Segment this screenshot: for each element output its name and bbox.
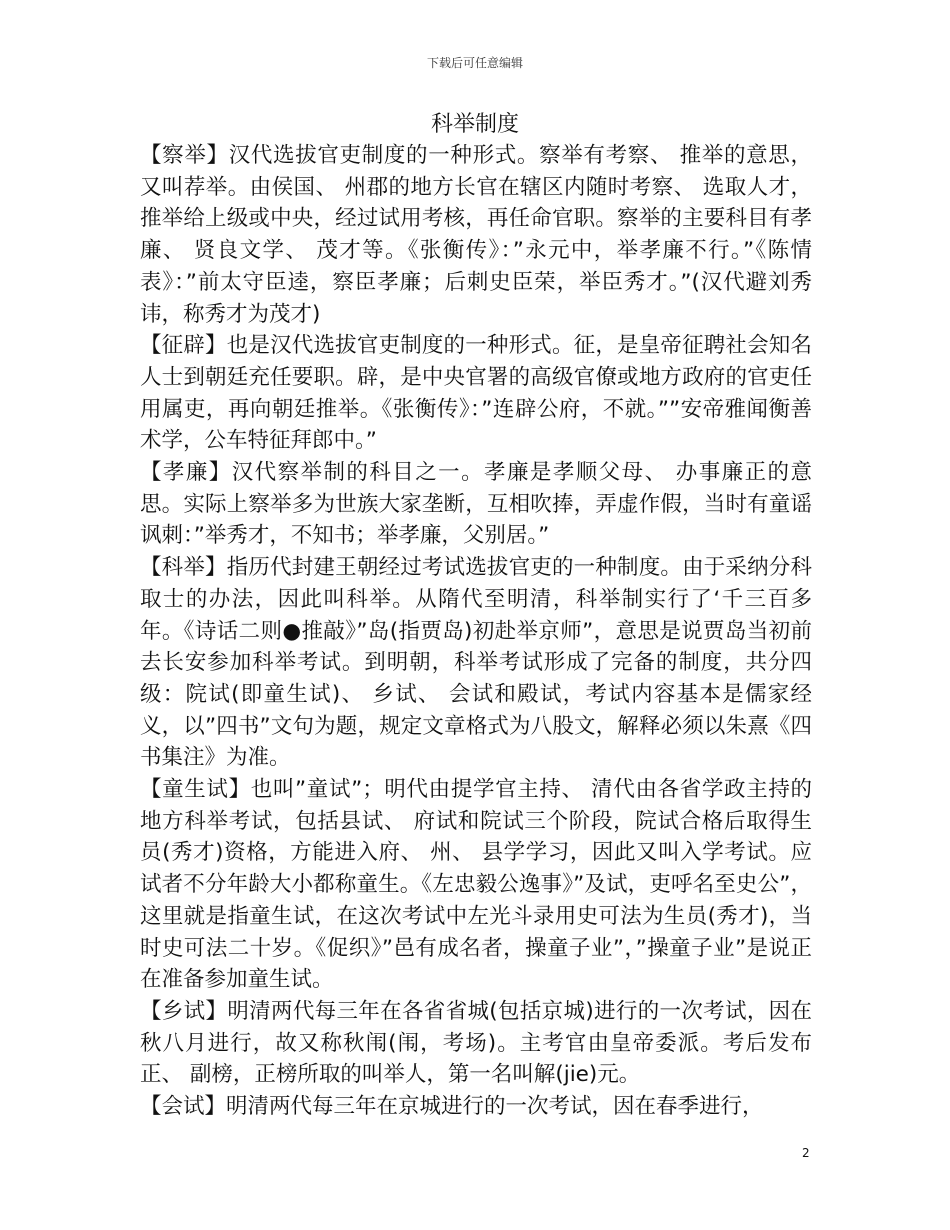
section-chaju xyxy=(140,140,812,330)
section-tongshengshi xyxy=(140,774,812,996)
section-text: 明清两代每三年在各省省城(包括京城)进行的一次考试，因在秋八月进行，故又称秋闱(闱，考场)。主考官由皇帝委派。考后发布正、 副榜，正榜所取的叫举人，第一名叫解(jie)元。 xyxy=(140,998,812,1088)
section-zhengbi xyxy=(140,330,812,457)
section-text: 也是汉代选拔官吏制度的一种形式。征，是皇帝征聘社会知名人士到朝廷充任要职。辟，是中央官署的高级官僚或地方政府的官吏任用属吏，再向朝廷推举。《张衡传》：”连辟公府，不就。””安帝雅闻衡善术学，公车特征拜郎中。” xyxy=(140,333,812,454)
section-term: 【乡试】 xyxy=(140,998,228,1024)
section-term: 【会试】 xyxy=(140,1094,227,1120)
document-title: 科举制度 xyxy=(430,112,519,137)
page-number: 2 xyxy=(802,1146,810,1160)
document-body xyxy=(140,140,812,1123)
section-term: 【孝廉】 xyxy=(140,460,232,486)
section-huishi xyxy=(140,1091,812,1123)
section-text: 汉代选拔官吏制度的一种形式。察举有考察、 推举的意思，又叫荐举。由侯国、 州郡的地方长官在辖区内随时考察、 选取人才，推举给上级或中央，经过试用考核，再任命官职。察举的主要科目有孝廉、 贤良文学、 茂才等。《张衡传》：”永元中，举孝廉不行。”《陈情表》：”前太守臣逵，察臣孝廉；后刺史臣荣，举臣秀才。”(汉代避刘秀讳，称秀才为茂才) xyxy=(140,143,812,327)
section-xiaolian xyxy=(140,457,812,552)
section-text: 明清两代每三年在京城进行的一次考试，因在春季进行， xyxy=(226,1094,764,1120)
section-term: 【童生试】 xyxy=(140,777,251,803)
section-xiangshi xyxy=(140,996,812,1091)
section-term: 【科举】 xyxy=(140,555,227,581)
section-keju xyxy=(140,552,812,774)
section-text: 也叫”童试”；明代由提学官主持、 清代由各省学政主持的地方科举考试，包括县试、 府试和院试三个阶段，院试合格后取得生员(秀才)资格，方能进入府、 州、 县学学习，因此又叫入学考试。应试者不分年龄大小都称童生。《左忠毅公逸事》”及试，吏呼名至史公”，这里就是指童生试，在这次考试中左光斗录用史可法为生员(秀才)，当时史可法二十岁。《促织》”邑有成名者，操童子业”，”操童子业”是说正在准备参加童生试。 xyxy=(140,777,812,993)
section-term: 【察举】 xyxy=(140,143,229,168)
section-term: 【征辟】 xyxy=(140,333,227,359)
section-text: 汉代察举制的科目之一。孝廉是孝顺父母、 办事廉正的意思。实际上察举多为世族大家垄断，互相吹捧，弄虚作假，当时有童谣讽刺：”举秀才，不知书；举孝廉，父别居。” xyxy=(140,460,812,549)
section-text: 指历代封建王朝经过考试选拔官吏的一种制度。由于采纳分科取士的办法，因此叫科举。从隋代至明清，科举制实行了‘千三百多年。《诗话二则●推敲》”岛(指贾岛)初赴举京师”，意思是说贾岛当初前去长安参加科举考试。到明朝，科举考试形成了完备的制度，共分四级：院试(即童生试)、 乡试、 会试和殿试，考试内容基本是儒家经义，以”四书”文句为题，规定文章格式为八股文，解释必须以朱熹《四书集注》为准。 xyxy=(140,555,812,771)
page-header: 下载后可任意编辑 xyxy=(426,56,523,70)
